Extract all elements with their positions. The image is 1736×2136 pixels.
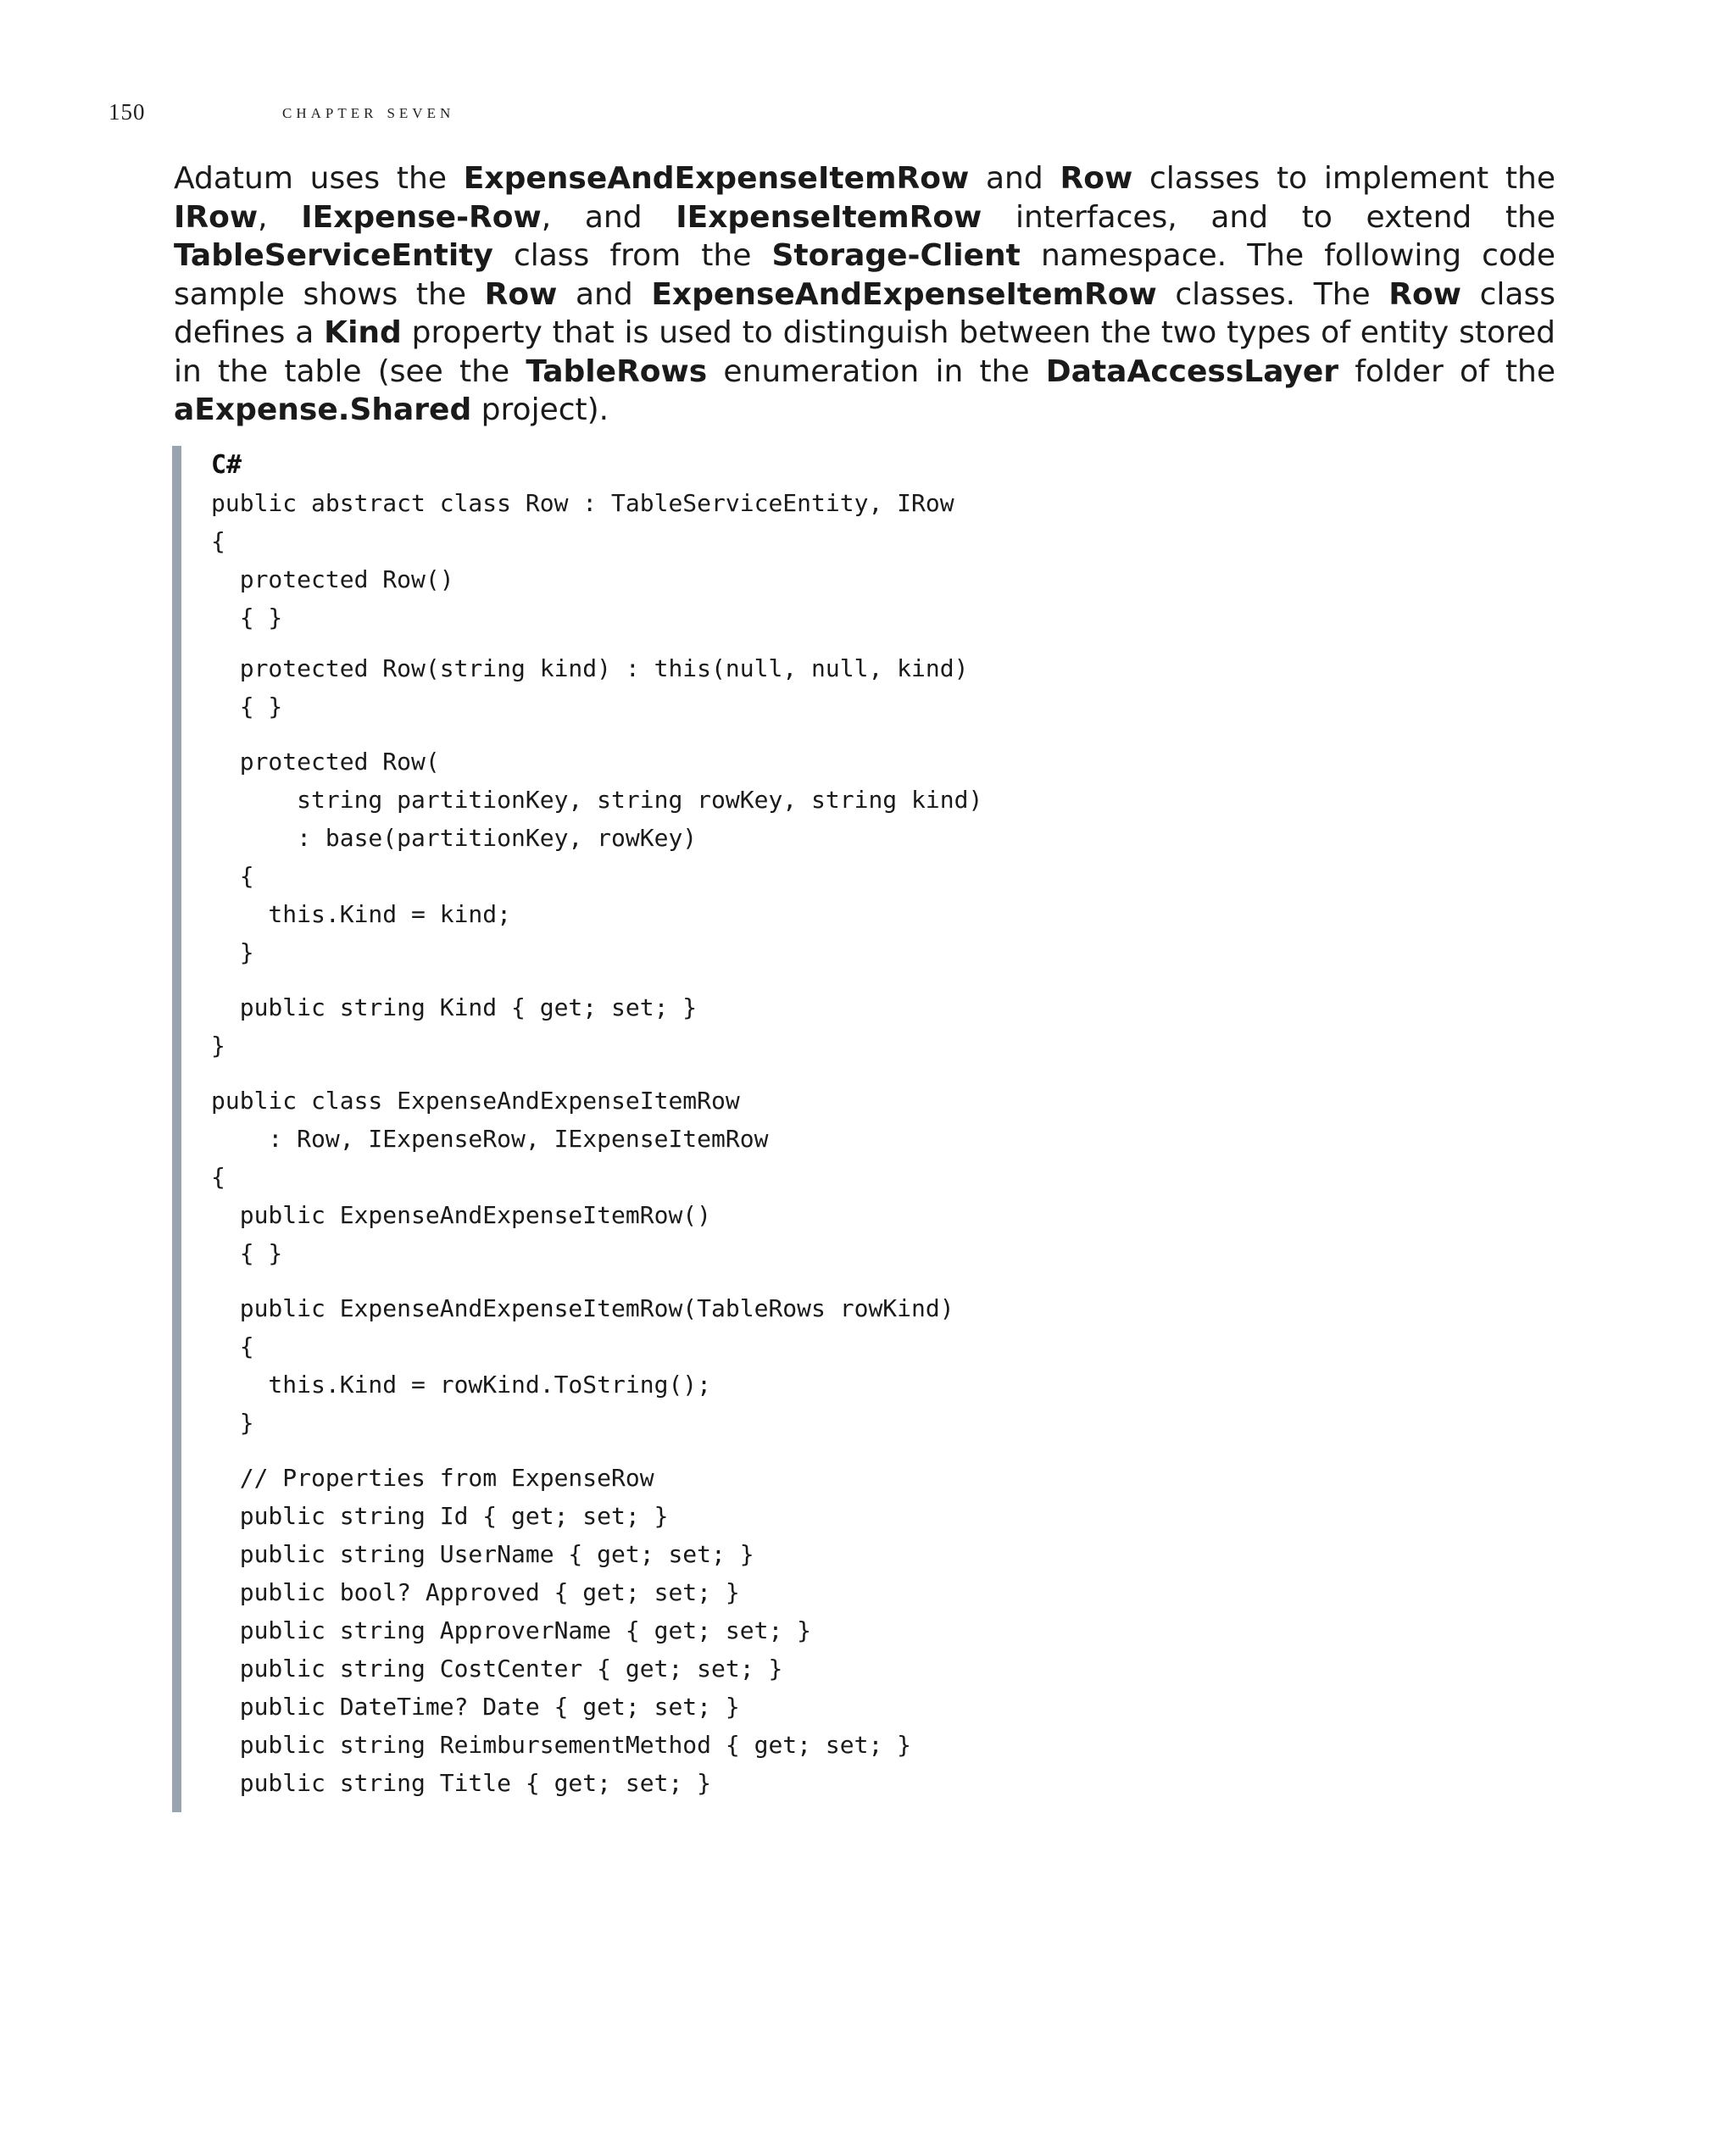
text-run: and — [969, 161, 1060, 196]
bold-term: Storage-Client — [771, 238, 1021, 273]
code-line: public ExpenseAndExpenseItemRow() — [211, 1201, 712, 1229]
code-line: { — [211, 1163, 225, 1191]
code-line: public string CostCenter { get; set; } — [211, 1655, 783, 1683]
code-line: public string ApproverName { get; set; } — [211, 1616, 812, 1644]
code-line: : base(partitionKey, rowKey) — [211, 824, 698, 852]
code-line: { } — [211, 1239, 283, 1267]
page-header — [108, 95, 454, 129]
text-run: project). — [471, 392, 609, 427]
text-run: , — [258, 199, 302, 235]
bold-term: Row — [484, 276, 558, 312]
code-language-label: C# — [211, 450, 242, 480]
bold-term: ExpenseAndExpenseItemRow — [651, 276, 1157, 312]
code-line: protected Row( — [211, 748, 440, 776]
code-line: { — [211, 1332, 254, 1360]
text-run: folder of the — [1338, 353, 1555, 389]
code-line: } — [211, 1032, 225, 1060]
code-line: protected Row() — [211, 565, 454, 593]
code-line: : Row, IExpenseRow, IExpenseItemRow — [211, 1125, 769, 1153]
text-run: and — [557, 276, 652, 312]
code-line: this.Kind = rowKind.ToString(); — [211, 1371, 712, 1399]
text-run: , and — [541, 199, 676, 235]
bold-term: aExpense.Shared — [174, 392, 472, 427]
code-line: { — [211, 862, 254, 890]
bold-term: TableServiceEntity — [174, 238, 493, 273]
code-line: public abstract class Row : TableServiceEntity, IRow — [211, 489, 954, 517]
bold-term: Row — [1388, 276, 1462, 312]
code-line: public class ExpenseAndExpenseItemRow — [211, 1087, 740, 1115]
code-line: public string Title { get; set; } — [211, 1769, 712, 1797]
bold-term: TableRows — [526, 353, 708, 389]
code-line: this.Kind = kind; — [211, 900, 512, 928]
code-line: { } — [211, 693, 283, 720]
code-line: string partitionKey, string rowKey, string kind) — [211, 786, 983, 814]
code-block — [172, 446, 1562, 1812]
bold-term: DataAccessLayer — [1045, 353, 1339, 389]
code-line: protected Row(string kind) : this(null, null, kind) — [211, 654, 969, 682]
code-line: public bool? Approved { get; set; } — [211, 1578, 740, 1606]
code-line: } — [211, 1409, 254, 1437]
text-run: enumeration in the — [707, 353, 1046, 389]
bold-term: IExpenseItemRow — [676, 199, 982, 235]
code-line: public string ReimbursementMethod { get; set; } — [211, 1731, 912, 1759]
code-line: { — [211, 527, 225, 555]
code-line: public string UserName { get; set; } — [211, 1540, 754, 1568]
page-number: 150 — [108, 98, 146, 125]
code-line: public string Kind { get; set; } — [211, 993, 698, 1021]
bold-term: ExpenseAndExpenseItemRow — [463, 161, 970, 196]
bold-term: IExpense-Row — [301, 199, 542, 235]
code-line: { } — [211, 604, 283, 631]
text-run: class from the — [492, 238, 772, 273]
code-line: public ExpenseAndExpenseItemRow(TableRows rowKind) — [211, 1294, 954, 1322]
text-run: class defines a — [174, 276, 1556, 350]
bold-term: Row — [1060, 161, 1133, 196]
bold-term: Kind — [324, 315, 402, 350]
text-run: Adatum uses the — [174, 161, 464, 196]
code-line: // Properties from ExpenseRow — [211, 1464, 654, 1492]
text-run: classes to implement the — [1132, 161, 1555, 196]
code-line: public DateTime? Date { get; set; } — [211, 1693, 740, 1721]
code-line: public string Id { get; set; } — [211, 1502, 669, 1530]
text-run: property that is used to distinguish between the two types of entity stored in the table (see the — [174, 315, 1556, 389]
bold-term: IRow — [174, 199, 259, 235]
chapter-running-head: chapter seven — [282, 100, 455, 123]
text-run: interfaces, and to extend the — [982, 199, 1555, 235]
text-run: classes. The — [1156, 276, 1389, 312]
code-line: } — [211, 938, 254, 966]
text-run: namespace. The following code sample shows the — [174, 238, 1555, 312]
body-paragraph — [174, 159, 1555, 430]
